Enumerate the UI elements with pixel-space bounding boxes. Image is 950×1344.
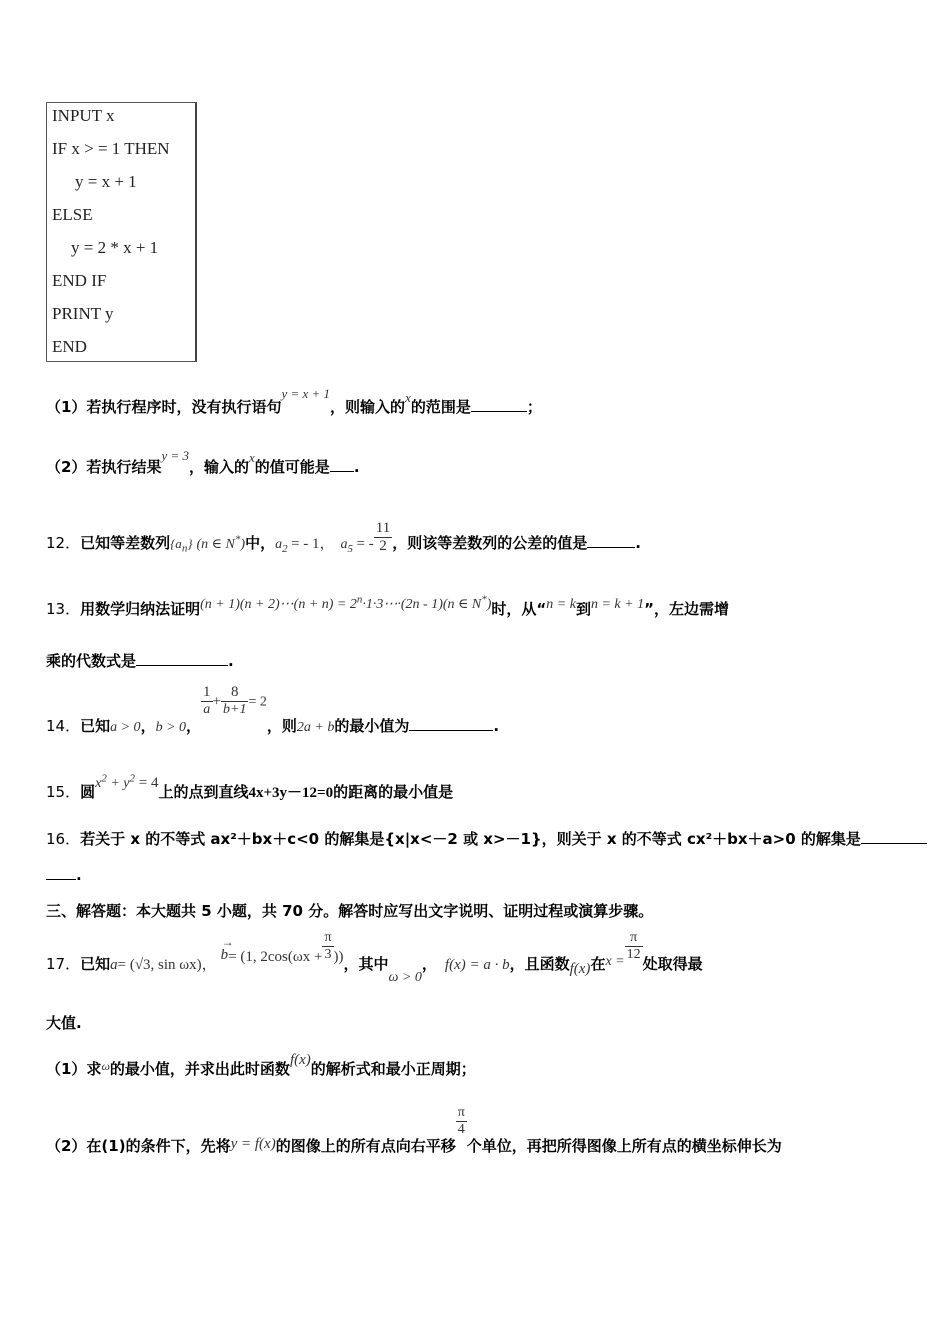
question-17-line-2: 大值.	[46, 1014, 82, 1032]
term-a5: $a_5$ = -	[340, 536, 374, 555]
math-variable: x	[405, 390, 411, 405]
code-line: END	[52, 337, 87, 356]
question-12: 12．已知等差数列$\{a_n\}$ (n ∈ N*)中，$a_2$ = - 1， $a_5$ = - $\frac{11}{2}$ ，则该等差数列的公差的值是 .	[46, 520, 641, 555]
circle-equation: $x^2 + y^2 = 4$	[95, 772, 159, 791]
question-14: 14．已知a > 0，b > 0， $\frac{1}{a}$ + $\frac{8}{b+1}$ = 2，则2a + b的最小值为 .	[46, 684, 500, 735]
code-line: ELSE	[52, 205, 93, 224]
term-a2: $a_2$ = - 1，	[275, 536, 335, 555]
question-16-line-2: .	[46, 866, 82, 884]
code-line: END IF	[52, 271, 107, 290]
math-expression: y = 3	[161, 448, 189, 463]
question-17-part-1: （1）求$^\omega$的最小值，并求出此时函数f(x)的解析式和最小正周期；	[46, 1052, 476, 1078]
sequence-symbol: $\{a_n\}$	[170, 536, 193, 555]
math-expression: y = x + 1	[281, 386, 331, 401]
answer-blank	[409, 729, 493, 731]
question-11-part-2: （2）若执行结果y = 3，输入的x的值可能是 .	[46, 448, 360, 476]
code-line: y = x + 1	[75, 172, 137, 191]
fraction: $\frac{11}{2}$	[375, 520, 391, 554]
fraction: $\frac{8}{b+1}$	[223, 684, 247, 717]
fraction: $\frac{\pi}{3}$	[324, 930, 332, 962]
question-13-line-2: 乘的代数式是 .	[46, 652, 234, 670]
domain-condition: (n ∈ N*)	[196, 533, 246, 552]
section-heading: 三、解答题：本大题共 5 小题，共 70 分。解答时应写出文字说明、证明过程或演算步骤。	[46, 902, 654, 920]
fraction: $\frac{\pi}{4}$	[457, 1105, 465, 1137]
code-line: y = 2 * x + 1	[71, 238, 159, 257]
code-line: PRINT y	[52, 304, 114, 323]
question-17-part-2: （2）在(1)的条件下，先将y = f(x)的图像上的所有点向右平移 $\frac{\pi}{4}$ 个单位，再把所得图像上所有点的横坐标伸长为	[46, 1105, 782, 1155]
math-variable: x	[249, 450, 255, 465]
vector-a: a	[110, 957, 118, 973]
question-11-part-1: （1）若执行程序时，没有执行语句y = x + 1，则输入的x的范围是 ；	[46, 386, 542, 416]
vector-b: → b	[220, 935, 234, 963]
formula: (n + 1)(n + 2)⋯(n + $n) = 2^n\cdot 1\cdot 3\cdots\cdot(2n - 1)(n$ ∈ N*)	[200, 593, 492, 612]
answer-blank	[136, 664, 228, 666]
answer-blank	[587, 546, 635, 548]
program-code-box	[46, 102, 197, 362]
answer-blank	[330, 470, 354, 472]
answer-blank	[471, 410, 527, 412]
fraction: $\frac{\pi}{12}$	[626, 930, 641, 962]
question-17: 17．已知a= (√3, sin ωx)， → b= (1, 2cos(ωx + $\frac{\pi}{3}$ ))，其中ω > 0， f(x) = a · b，且函数f(x)在x = $\frac{\pi}{12}$ 处取得最	[46, 930, 703, 985]
code-line: IF x > = 1 THEN	[52, 139, 170, 158]
question-16: 16．若关于 x 的不等式 ax²＋bx＋c<0 的解集是{x|x<－2 或 x>－1}，则关于 x 的不等式 cx²＋bx＋a>0 的解集是	[46, 828, 927, 849]
code-line: INPUT x	[52, 106, 115, 125]
question-13: 13．用数学归纳法证明(n + 1)(n + 2)⋯(n + $n) = 2^n\cdot 1\cdot 3\cdots\cdot(2n - 1)(n$ ∈ N*)时，从“n = k到n = k + 1”，左边需增	[46, 593, 729, 618]
answer-blank	[46, 878, 76, 880]
fraction: $\frac{1}{a}$	[203, 684, 211, 717]
question-15: 15．圆$x^2 + y^2 = 4$上的点到直线4x+3y－12=0的距离的最小值是	[46, 772, 454, 801]
answer-blank	[861, 842, 927, 844]
